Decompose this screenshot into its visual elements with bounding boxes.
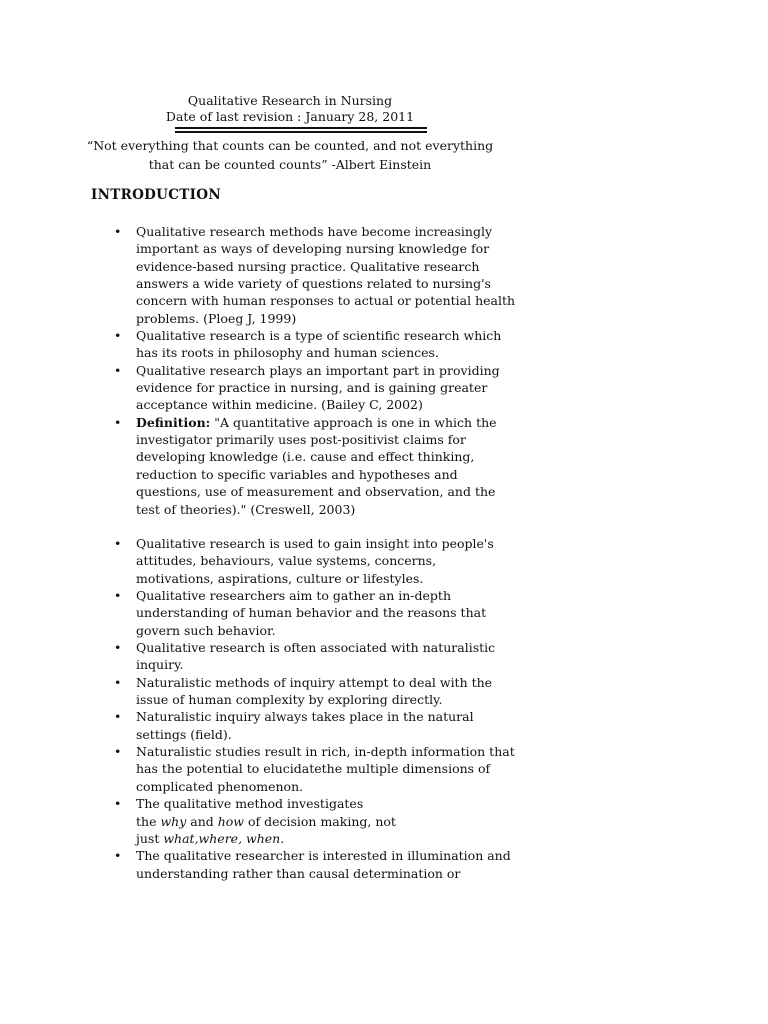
bullet-icon: • (114, 414, 122, 430)
list-item: • Qualitative researchers aim to gather an in-depth understanding of human behavior and the reasons that govern such behavior. (114, 588, 487, 638)
list-item: • Qualitative research methods have become increasingly important as ways of developing nursing knowledge for evidence-based nursing practice. Qualitative research answers a wide variety of questions related to nursing's concern with human responses to actual or potential health problems. (Ploeg J, 1999) (114, 224, 516, 326)
bullet-icon: • (114, 709, 122, 725)
bullet-icon: • (114, 536, 122, 551)
epigraph-quote: “Not everything that counts can be counted, and not everything that can be counted counts” -Albert Einstein (86, 138, 494, 172)
bullet-icon: • (114, 328, 122, 344)
document-title: Qualitative Research in Nursing (187, 93, 393, 108)
bullet-icon: • (114, 796, 122, 812)
list-item: • Qualitative research is often associated with naturalistic inquiry. (114, 640, 496, 673)
method-item: • The qualitative method investigates the why and how of decision making, not just what,where, when. (114, 796, 396, 846)
bullet-icon: • (114, 744, 122, 760)
revision-date: Date of last revision : January 28, 2011 (165, 109, 415, 124)
definition-item: • Definition: "A quantitative approach is one in which the investigator primarily uses post-positivist claims for developing knowledge (i.e. cause and effect thinking, reduction to specific variables and hypotheses and questions, use of measurement and observation, and the test of theories)." (Creswell, 2003) (114, 414, 497, 517)
list-item: • The qualitative researcher is interested in illumination and understanding rather than causal determination or (114, 848, 511, 881)
bullet-icon: • (114, 588, 122, 604)
list-item: • Naturalistic studies result in rich, in-depth information that has the potential to elucidatethe multiple dimensions of complicated phenomenon. (114, 744, 515, 794)
bullet-icon: • (114, 848, 122, 864)
bullet-list-a (110, 223, 516, 518)
list-item: • Qualitative research plays an important part in providing evidence for practice in nursing, and is gaining greater acceptance within medicine. (Bailey C, 2002) (114, 362, 500, 413)
bullet-icon: • (114, 674, 122, 690)
bullet-icon: • (114, 224, 122, 239)
list-item: • Qualitative research is used to gain insight into people's attitudes, behaviours, value systems, concerns, motivations, aspirations, culture or lifestyles. (114, 536, 494, 586)
title-divider-top (175, 127, 427, 129)
list-item: • Qualitative research is a type of scientific research which has its roots in philosophy and human sciences. (114, 328, 502, 361)
list-item: • Naturalistic methods of inquiry attempt to deal with the issue of human complexity by exploring directly. (114, 674, 493, 708)
title-divider-bottom (175, 131, 427, 133)
section-heading: INTRODUCTION (91, 187, 221, 203)
bullet-icon: • (114, 362, 122, 378)
definition-label: Definition: (136, 414, 211, 430)
bullet-icon: • (114, 640, 122, 656)
document-title-block (0, 93, 580, 125)
list-item: • Naturalistic inquiry always takes place in the natural settings (field). (114, 709, 474, 742)
bullet-list-b (110, 535, 515, 882)
